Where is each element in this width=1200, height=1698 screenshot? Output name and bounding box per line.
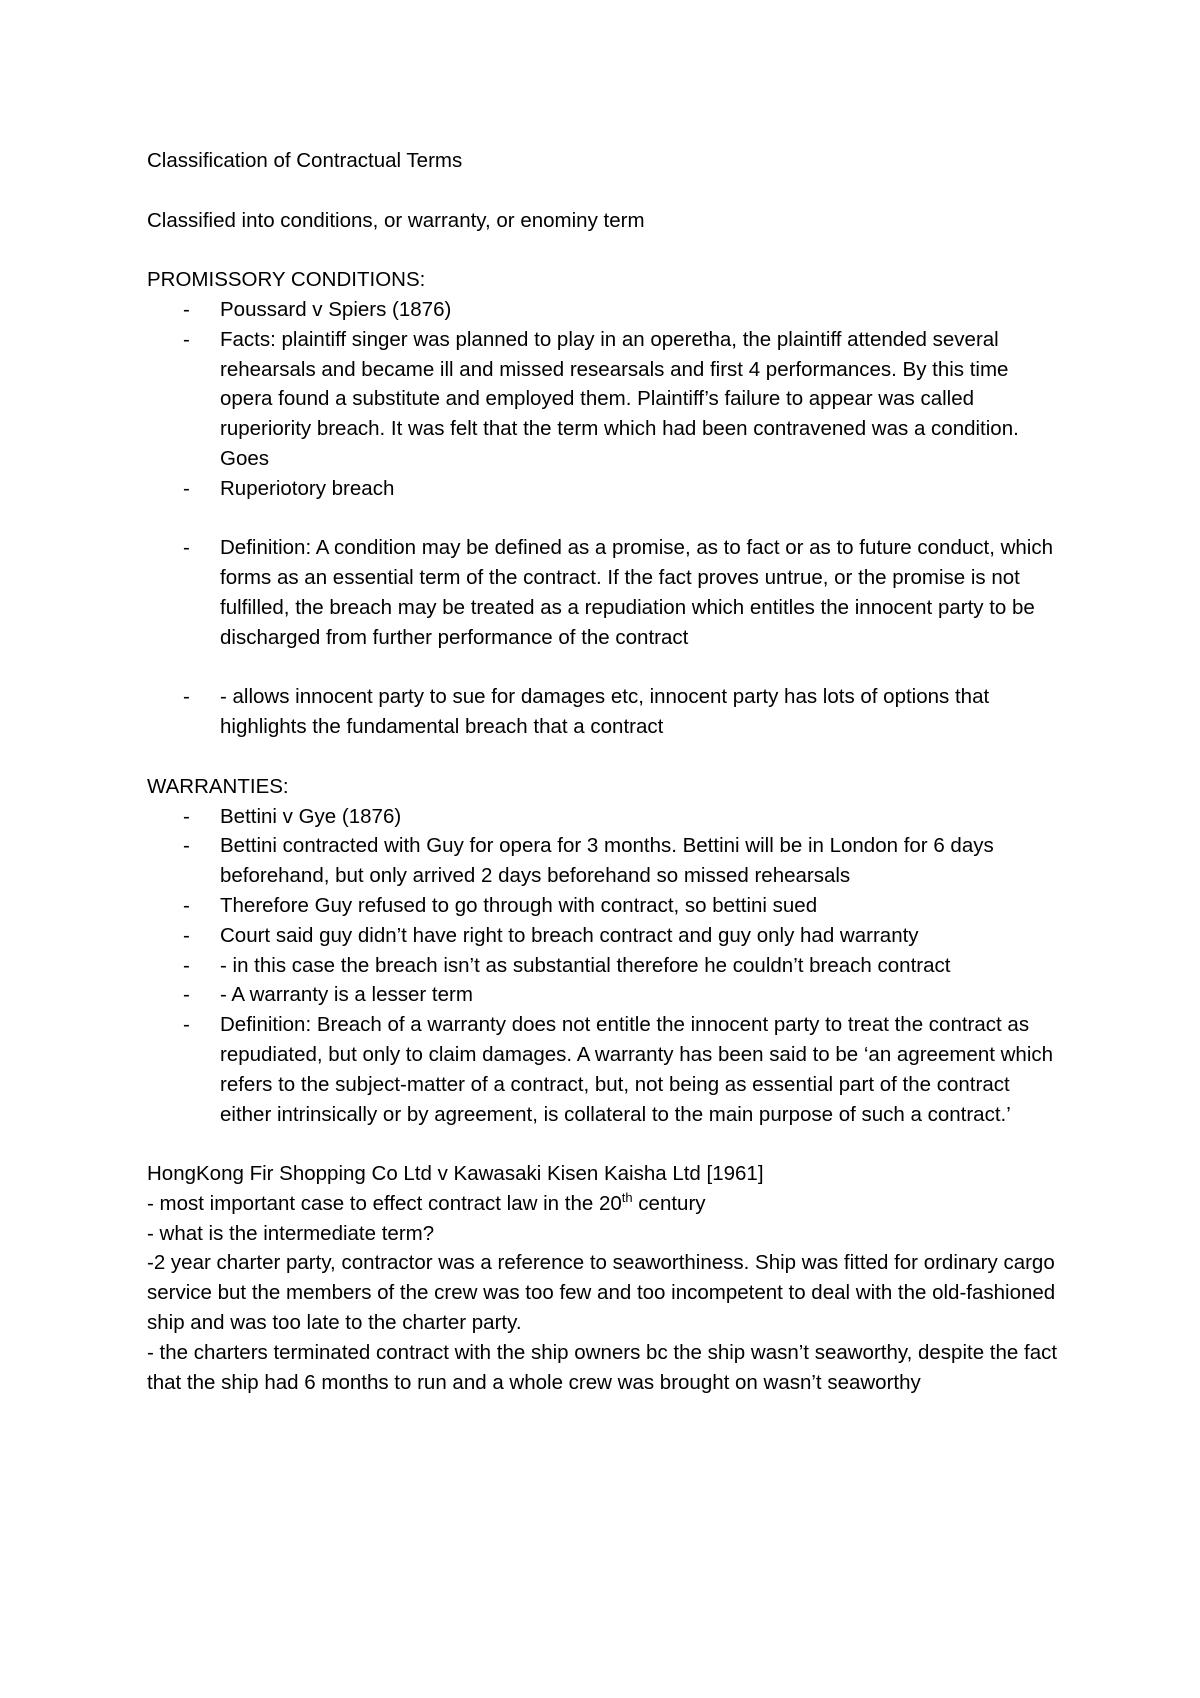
hongkong-line-1	[147, 1189, 1062, 1219]
promissory-heading: PROMISSORY CONDITIONS:	[147, 268, 426, 292]
list-item: - Definition: A condition may be defined as a promise, as to fact or as to future conduct, which forms as an essential term of the contract. If the fact proves untrue, or the promise is not fulfilled, the breach may be treated as a repudiation which entitles the innocent party to be discharged from further performance of the contract	[147, 533, 1062, 652]
list-item: - Ruperiotory breach	[147, 474, 1062, 504]
hongkong-line-3: -2 year charter party, contractor was a reference to seaworthiness. Ship was fitted for ordinary cargo service but the members of the crew was too few and too incompetent to deal with the old-fashioned ship and was too late to the charter party.	[147, 1251, 1056, 1335]
list-item: - Therefore Guy refused to go through with contract, so bettini sued	[147, 891, 1062, 921]
list-item: - - allows innocent party to sue for damages etc, innocent party has lots of options that highlights the fundamental breach that a contract	[147, 682, 1062, 742]
hongkong-line-2: - what is the intermediate term?	[147, 1221, 435, 1245]
superscript: th	[621, 1190, 633, 1206]
list-item: - - in this case the breach isn’t as substantial therefore he couldn’t breach contract	[147, 951, 1062, 981]
hongkong-line-1-text: - most important case to effect contract law in the 20	[147, 1191, 622, 1215]
list-item: - Bettini v Gye (1876)	[147, 802, 1062, 832]
warranties-list	[147, 802, 1062, 1130]
hongkong-heading: HongKong Fir Shopping Co Ltd v Kawasaki Kisen Kaisha Ltd [1961]	[147, 1162, 764, 1186]
list-item: - Definition: Breach of a warranty does not entitle the innocent party to treat the contract as repudiated, but only to claim damages. A warranty has been said to be ‘an agreement which refers to the subject-matter of a contract, but, not being as essential part of the contract either intrinsically or by agreement, is collateral to the main purpose of such a contract.’	[147, 1010, 1062, 1129]
intro-text: Classified into conditions, or warranty, or enominy term	[147, 208, 645, 232]
hongkong-line-4: - the charters terminated contract with the ship owners bc the ship wasn’t seaworthy, despite the fact that the ship had 6 months to run and a whole crew was brought on wasn’t seaworthy	[147, 1340, 1058, 1394]
list-item: - Poussard v Spiers (1876)	[147, 295, 1062, 325]
document-page	[147, 146, 1062, 1397]
document-title: Classification of Contractual Terms	[147, 149, 463, 172]
list-item: - Facts: plaintiff singer was planned to play in an operetha, the plaintiff attended several rehearsals and became ill and missed researsals and first 4 performances. By this time opera found a substitute and employed them. Plaintiff’s failure to appear was called ruperiority breach. It was felt that the term which had been contravened was a condition. Goes	[147, 325, 1062, 474]
list-item: - Bettini contracted with Guy for opera for 3 months. Bettini will be in London for 6 days beforehand, but only arrived 2 days beforehand so missed rehearsals	[147, 831, 1062, 891]
list-item: - - A warranty is a lesser term	[147, 980, 1062, 1010]
list-item: - Court said guy didn’t have right to breach contract and guy only had warranty	[147, 921, 1062, 951]
warranties-heading: WARRANTIES:	[147, 774, 289, 798]
promissory-list	[147, 295, 1062, 742]
hongkong-line-1-end: century	[632, 1191, 706, 1215]
